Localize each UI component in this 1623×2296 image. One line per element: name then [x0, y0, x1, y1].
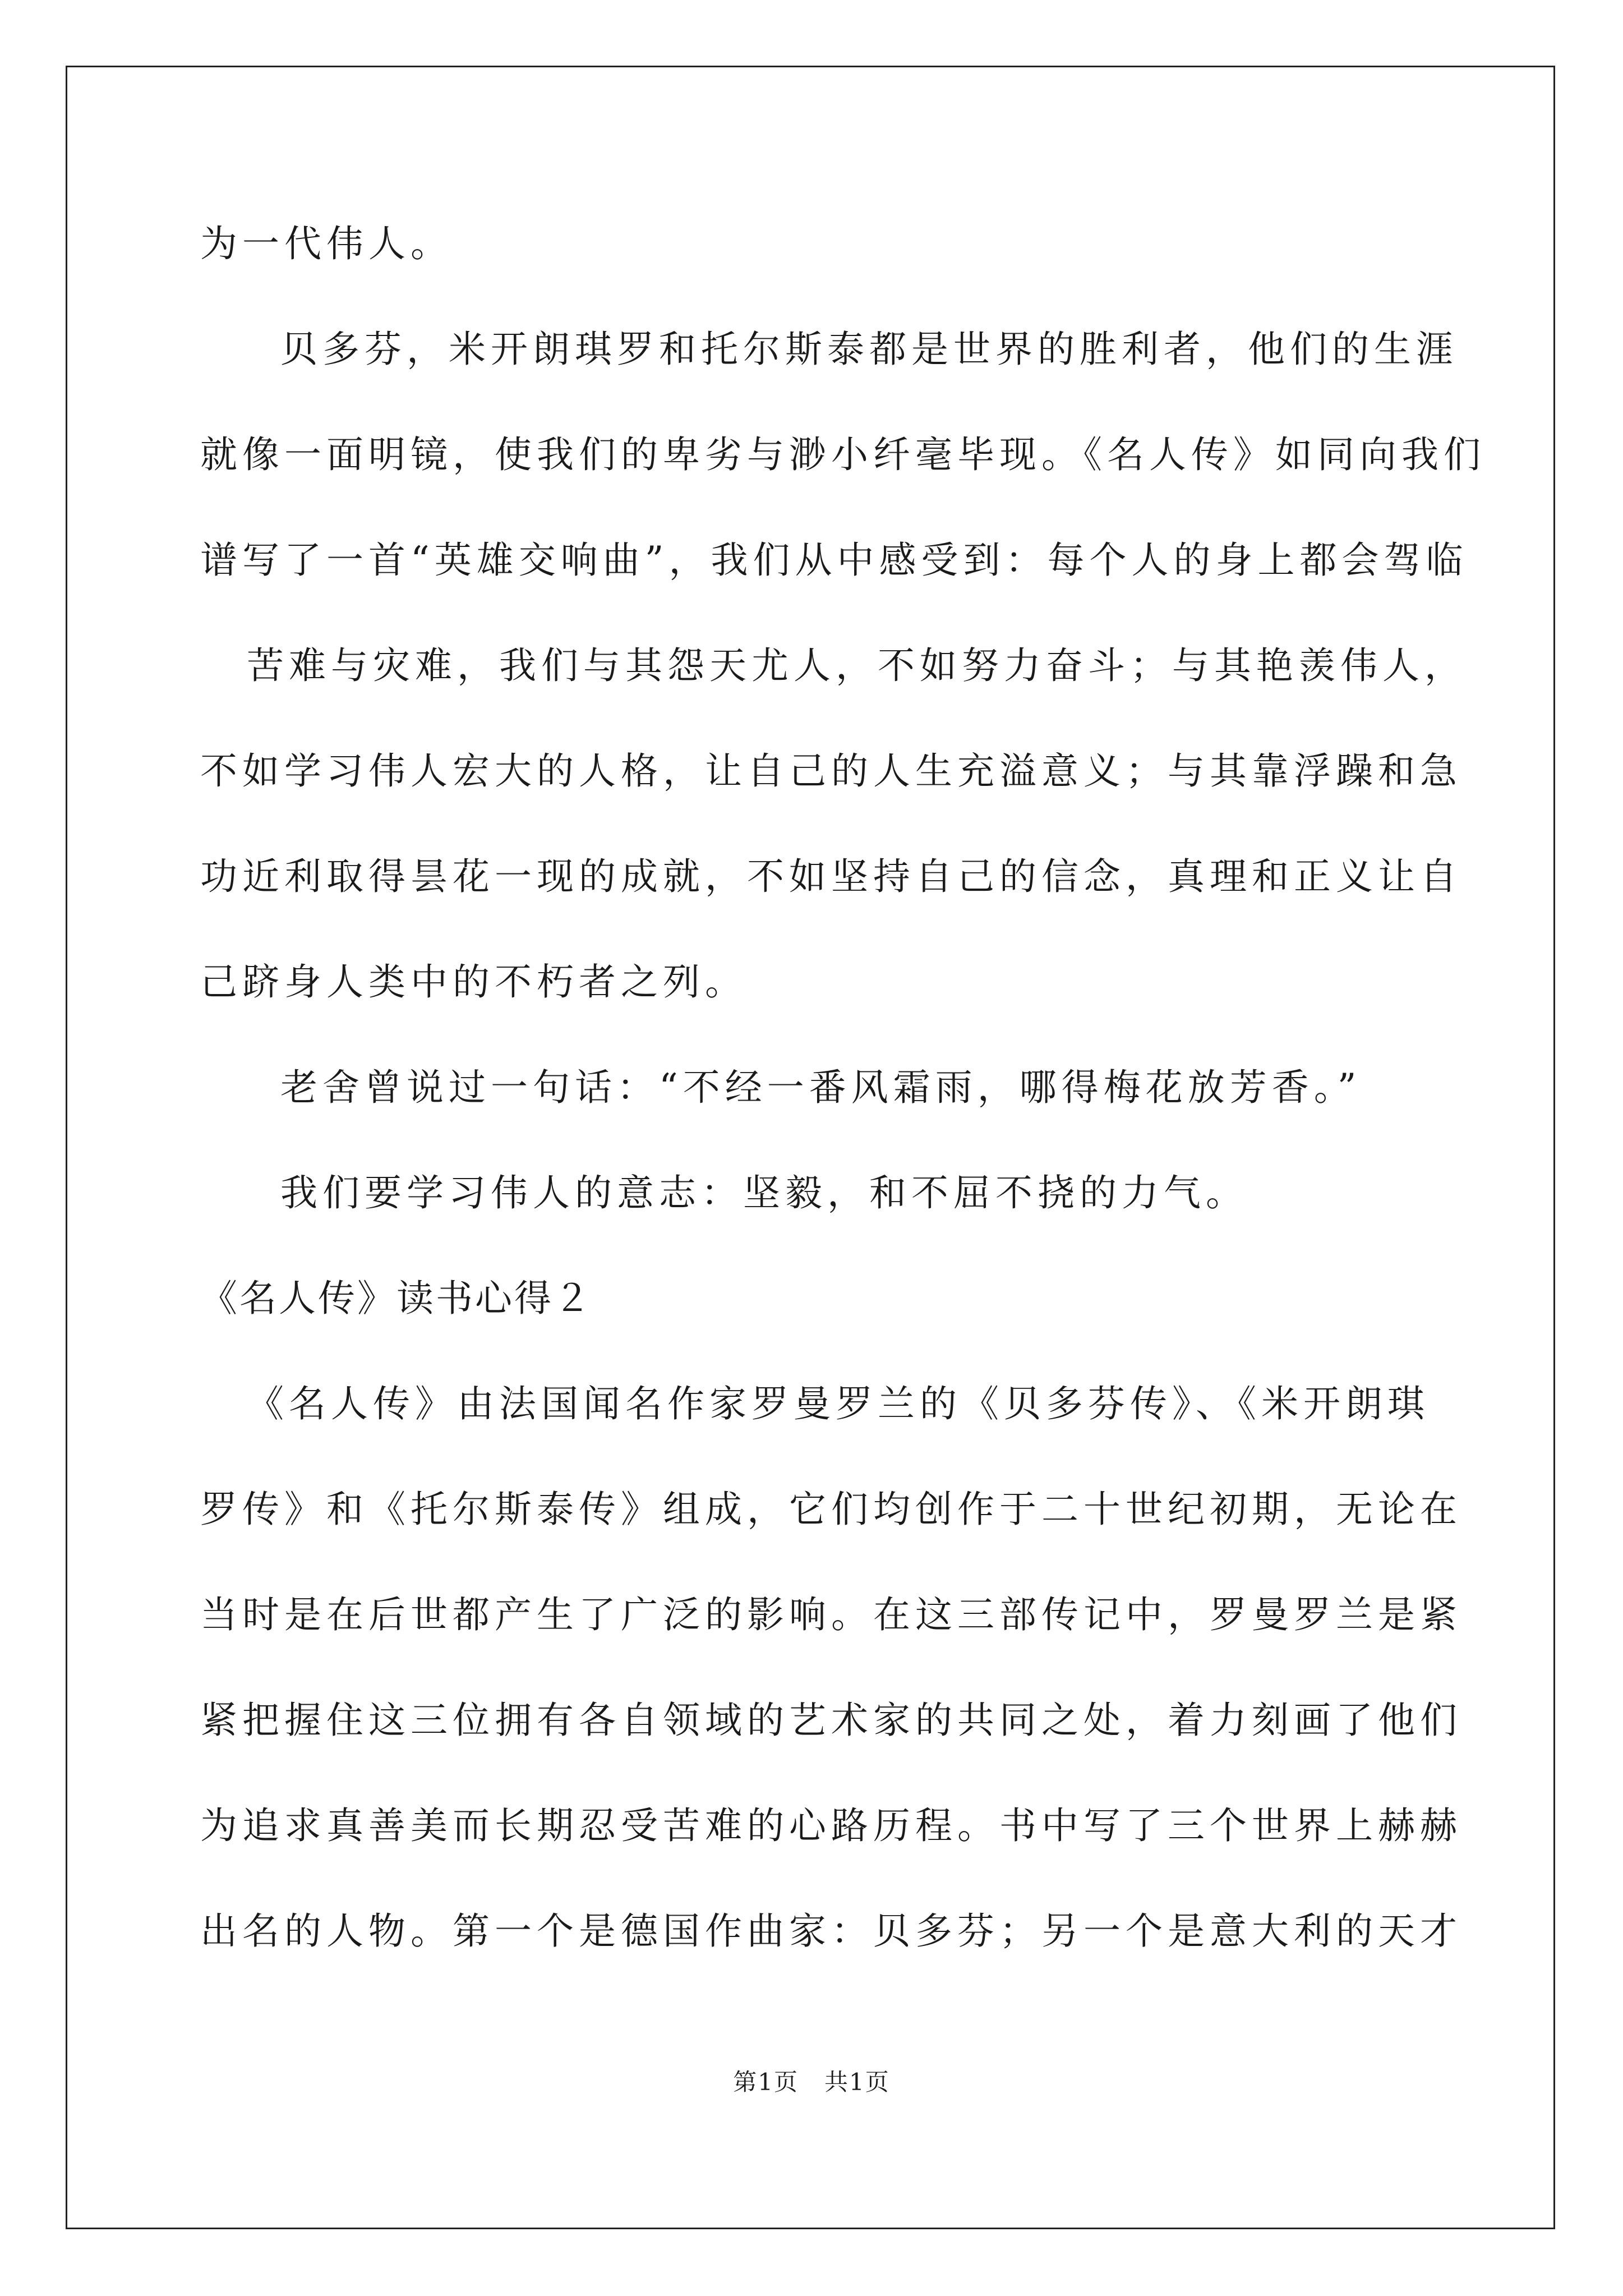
- text-line: 为一代伟人。: [200, 222, 453, 265]
- text-line: 为追求真善美而长期忍受苦难的心路历程。书中写了三个世界上赫赫: [200, 1804, 1462, 1847]
- text-line: 出名的人物。第一个是德国作曲家：贝多芬；另一个是意大利的天才: [200, 1910, 1462, 1953]
- text-line: 我们要学习伟人的意志：坚毅，和不屈不挠的力气。: [280, 1171, 1248, 1214]
- text-line: 老舍曾说过一句话：“不经一番风霜雨，哪得梅花放芳香。”: [280, 1066, 1362, 1109]
- text-line: 罗传》和《托尔斯泰传》组成，它们均创作于二十世纪初期，无论在: [200, 1488, 1462, 1531]
- text-line: 苦难与灾难，我们与其怨天尤人，不如努力奋斗；与其艳羡伟人，: [247, 644, 1467, 687]
- page-number: 第1页: [733, 2068, 799, 2096]
- text-line: 当时是在后世都产生了广泛的影响。在这三部传记中，罗曼罗兰是紧: [200, 1593, 1462, 1636]
- text-line: 紧把握住这三位拥有各自领域的艺术家的共同之处，着力刻画了他们: [200, 1699, 1462, 1742]
- text-line: 贝多芬，米开朗琪罗和托尔斯泰都是世界的胜利者，他们的生涯: [280, 328, 1458, 371]
- section-heading: 《名人传》读书心得２: [200, 1277, 593, 1320]
- page-footer: [0, 2068, 1623, 2096]
- text-line: 谱写了一首“英雄交响曲”，我们从中感受到：每个人的身上都会驾临: [200, 539, 1468, 582]
- text-line: 功近利取得昙花一现的成就，不如坚持自己的信念，真理和正义让自: [200, 855, 1462, 898]
- text-line: 《名人传》由法国闻名作家罗曼罗兰的《贝多芬传》、《米开朗琪: [247, 1382, 1430, 1425]
- text-line: 不如学习伟人宏大的人格，让自己的人生充溢意义；与其靠浮躁和急: [200, 749, 1462, 793]
- text-line: 己跻身人类中的不朽者之列。: [200, 960, 747, 1004]
- page-total: 共1页: [824, 2068, 890, 2096]
- text-line: 就像一面明镜，使我们的卑劣与渺小纤毫毕现。《名人传》如同向我们: [200, 433, 1486, 476]
- page-border: [66, 66, 1555, 2229]
